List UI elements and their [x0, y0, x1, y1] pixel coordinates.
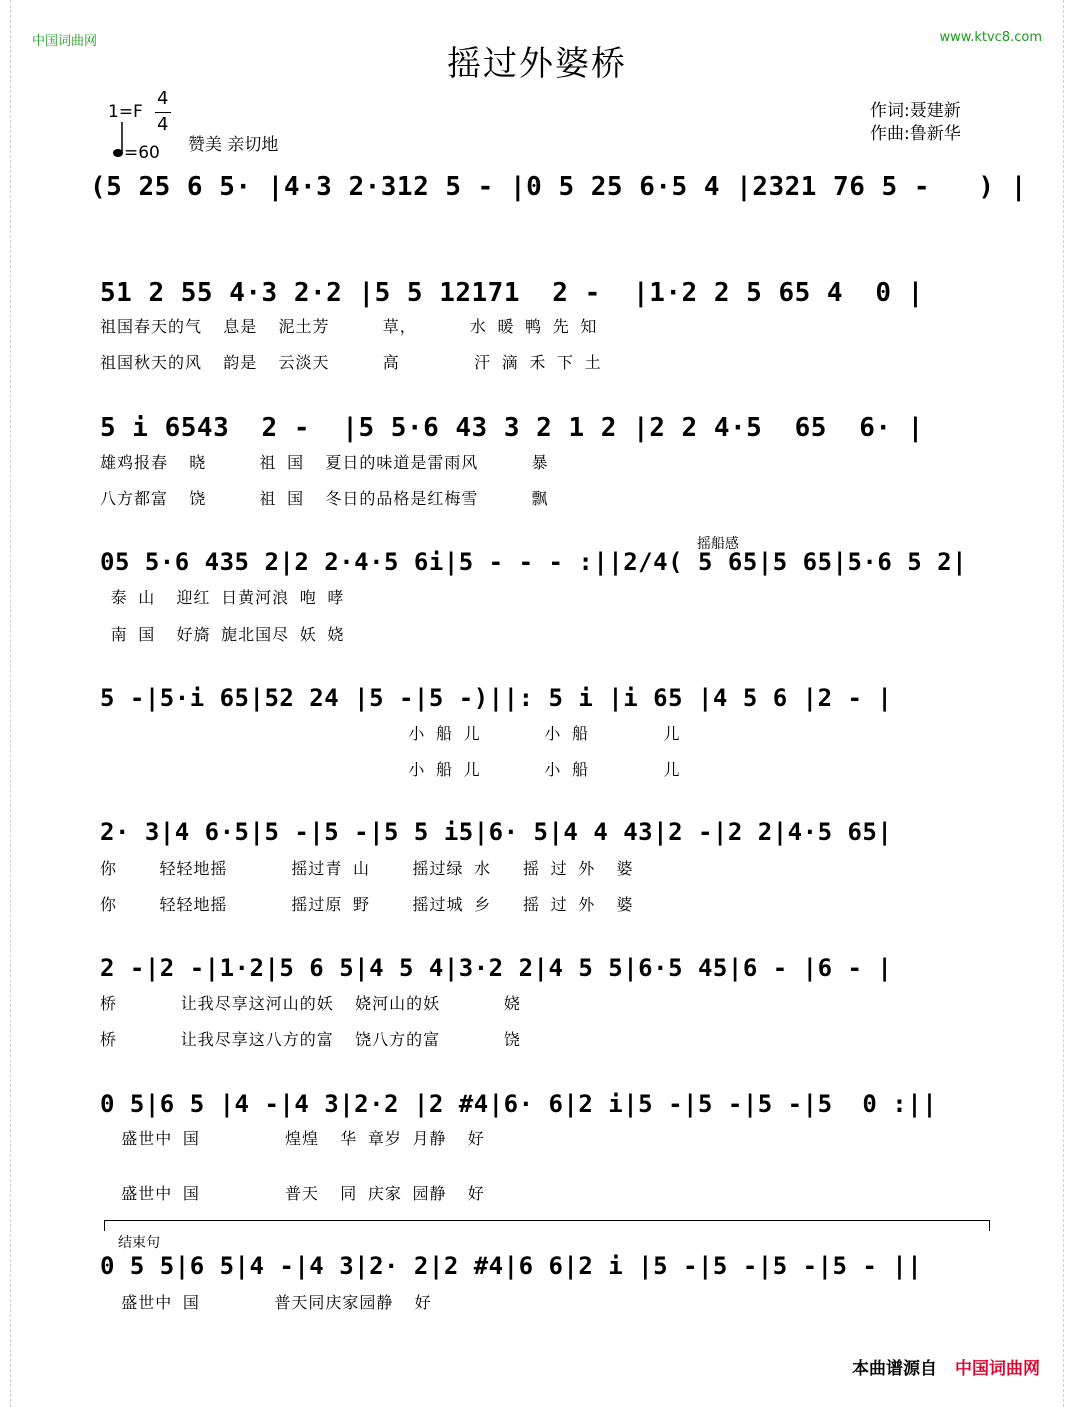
system-2-notes: 51 2 55 4·3 2·2 |5 5 12171 2 - |1·2 2 5 65 4 0 | — [100, 278, 924, 308]
system-7-lyrics-verse-1: 桥 让我尽享这河山的妖 娆河山的妖 娆 — [100, 994, 521, 1013]
system-3-lyrics-verse-2: 八方都富 饶 祖 国 冬日的品格是红梅雪 飘 — [100, 489, 549, 508]
quarter-note-icon — [112, 122, 124, 162]
system-2-lyrics-verse-1: 祖国春天的气 息是 泥土芳 草， 水 暖 鸭 先 知 — [100, 317, 598, 336]
system-2-lyrics-verse-2: 祖国秋天的风 韵是 云淡天 高 汗 滴 禾 下 土 — [100, 353, 602, 372]
system-8-lyrics-verse-2: 盛世中 国 普天 同 庆家 园静 好 — [100, 1184, 485, 1203]
system-5-lyrics-verse-1: 小 船 儿 小 船 儿 — [100, 724, 681, 743]
footer-source — [852, 1354, 1040, 1379]
system-3-notes: 5 i 6543 2 - |5 5·6 43 3 2 1 2 |2 2 4·5 65 6· | — [100, 413, 924, 443]
right-margin-strip — [1063, 0, 1074, 1407]
system-9-marking: 结束句 — [118, 1235, 160, 1251]
system-7-lyrics-verse-2: 桥 让我尽享这八方的富 饶八方的富 饶 — [100, 1030, 521, 1049]
time-signature-top: 4 — [157, 88, 169, 109]
system-8-notes: 0 5|6 5 |4 -|4 3|2·2 |2 #4|6· 6|2 i|5 -|5 -|5 -|5 0 :|| — [100, 1090, 938, 1118]
footer-brand: 中国词曲网 — [955, 1359, 1040, 1379]
tempo-value: =60 — [124, 143, 160, 163]
system-4-lyrics-verse-1: 泰 山 迎红 日黄河浪 咆 哮 — [100, 588, 345, 607]
key-signature: 1=F — [108, 102, 143, 122]
site-name-left: 中国词曲网 — [32, 34, 98, 49]
closing-bracket — [104, 1220, 990, 1231]
time-signature-bottom: 4 — [157, 114, 169, 135]
footer-source-label: 本曲谱源自 — [852, 1359, 937, 1379]
credits — [870, 100, 961, 146]
system-3-lyrics-verse-1: 雄鸡报春 晓 祖 国 夏日的味道是雷雨风 暴 — [100, 453, 549, 472]
system-7-notes: 2 -|2 -|1·2|5 6 5|4 5 4|3·2 2|4 5 5|6·5 45|6 - |6 - | — [100, 954, 893, 982]
system-4-marking: 摇船感 — [697, 536, 739, 552]
system-6-lyrics-verse-1: 你 轻轻地摇 摇过青 山 摇过绿 水 摇 过 外 婆 — [100, 859, 634, 878]
system-5-lyrics-verse-2: 小 船 儿 小 船 儿 — [100, 760, 681, 779]
composer: 作曲:鲁新华 — [870, 124, 961, 144]
left-margin-strip — [0, 0, 11, 1407]
system-6-lyrics-verse-2: 你 轻轻地摇 摇过原 野 摇过城 乡 摇 过 外 婆 — [100, 895, 634, 914]
system-6-notes: 2· 3|4 6·5|5 -|5 -|5 5 i5|6· 5|4 4 43|2 -|2 2|4·5 65| — [100, 818, 893, 846]
system-5-notes: 5 -|5·i 65|52 24 |5 -|5 -)||: 5 i |i 65 |4 5 6 |2 - | — [100, 684, 893, 712]
system-9-notes: 0 5 5|6 5|4 -|4 3|2· 2|2 #4|6 6|2 i |5 -|5 -|5 -|5 - || — [100, 1252, 923, 1280]
song-title: 摇过外婆桥 — [447, 44, 627, 84]
system-4-notes: 05 5·6 435 2|2 2·4·5 6i|5 - - - :||2/4( 5 65|5 65|5·6 5 2| — [100, 548, 968, 576]
system-4-lyrics-verse-2: 南 国 好旖 旎北国尽 妖 娆 — [100, 625, 345, 644]
time-signature-bar — [155, 112, 171, 113]
expression-marking: 赞美 亲切地 — [188, 135, 279, 155]
site-url-right: www.ktvc8.com — [939, 30, 1042, 45]
lyricist: 作词:聂建新 — [870, 101, 961, 121]
system-1-notes: (5 25 6 5· |4·3 2·312 5 - |0 5 25 6·5 4 |2321 76 5 - ) | — [90, 172, 1027, 202]
system-9-lyrics: 盛世中 国 普天同庆家园静 好 — [100, 1293, 432, 1312]
system-8-lyrics-verse-1: 盛世中 国 煌煌 华 章岁 月静 好 — [100, 1129, 485, 1148]
